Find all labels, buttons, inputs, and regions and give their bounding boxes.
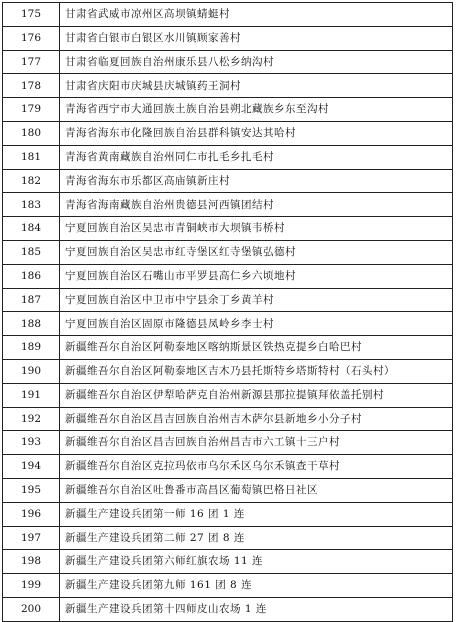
table-row	[3, 359, 453, 383]
village-name-cell: 新疆生产建设兵团第二师 27 团 8 连	[60, 526, 453, 550]
table-row	[3, 264, 453, 288]
row-number-cell: 183	[3, 193, 60, 217]
table-row	[3, 74, 453, 98]
village-name-cell: 宁夏回族自治区石嘴山市平罗县高仁乡六顷地村	[60, 264, 453, 288]
table-row	[3, 240, 453, 264]
village-name-cell: 甘肃省临夏回族自治州康乐县八松乡纳沟村	[60, 50, 453, 74]
village-name-cell: 新疆维吾尔自治区昌吉回族自治州吉木萨尔县新地乡小分子村	[60, 407, 453, 431]
row-number-cell: 181	[3, 145, 60, 169]
row-number-cell: 191	[3, 383, 60, 407]
village-name-cell: 新疆维吾尔自治区吐鲁番市高昌区葡萄镇巴格日社区	[60, 478, 453, 502]
village-name-cell: 青海省海东市乐都区高庙镇新庄村	[60, 169, 453, 193]
row-number-cell: 197	[3, 526, 60, 550]
row-number-cell: 175	[3, 3, 60, 27]
table-row	[3, 193, 453, 217]
table-row	[3, 312, 453, 336]
row-number-cell: 192	[3, 407, 60, 431]
row-number-cell: 179	[3, 98, 60, 122]
row-number-cell: 177	[3, 50, 60, 74]
row-number-cell: 185	[3, 240, 60, 264]
row-number-cell: 188	[3, 312, 60, 336]
row-number-cell: 184	[3, 217, 60, 241]
village-name-cell: 新疆生产建设兵团第一师 16 团 1 连	[60, 502, 453, 526]
table-row	[3, 121, 453, 145]
village-name-cell: 甘肃省白银市白银区水川镇顾家善村	[60, 26, 453, 50]
table-row	[3, 431, 453, 455]
village-name-cell: 新疆生产建设兵团第六师红旗农场 11 连	[60, 550, 453, 574]
row-number-cell: 180	[3, 121, 60, 145]
row-number-cell: 187	[3, 288, 60, 312]
village-name-cell: 青海省海南藏族自治州贵德县河西镇团结村	[60, 193, 453, 217]
row-number-cell: 196	[3, 502, 60, 526]
village-name-cell: 青海省黄南藏族自治州同仁市扎毛乡扎毛村	[60, 145, 453, 169]
row-number-cell: 200	[3, 597, 60, 621]
village-list-table	[2, 2, 453, 622]
table-row	[3, 526, 453, 550]
row-number-cell: 189	[3, 336, 60, 360]
village-name-cell: 宁夏回族自治区吴忠市青铜峡市大坝镇韦桥村	[60, 217, 453, 241]
table-row	[3, 288, 453, 312]
village-name-cell: 青海省海东市化隆回族自治县群科镇安达其哈村	[60, 121, 453, 145]
village-name-cell: 甘肃省武威市凉州区高坝镇蜻蜓村	[60, 3, 453, 27]
table-row	[3, 50, 453, 74]
village-name-cell: 新疆维吾尔自治区阿勒泰地区喀纳斯景区铁热克提乡白哈巴村	[60, 336, 453, 360]
village-name-cell: 宁夏回族自治区中卫市中宁县余丁乡黄羊村	[60, 288, 453, 312]
village-name-cell: 新疆生产建设兵团第九师 161 团 8 连	[60, 574, 453, 598]
village-name-cell: 新疆维吾尔自治区克拉玛依市乌尔禾区乌尔禾镇查干草村	[60, 455, 453, 479]
table-row	[3, 478, 453, 502]
village-name-cell: 青海省西宁市大通回族土族自治县朔北藏族乡东至沟村	[60, 98, 453, 122]
row-number-cell: 186	[3, 264, 60, 288]
table-row	[3, 217, 453, 241]
table-row	[3, 26, 453, 50]
row-number-cell: 199	[3, 574, 60, 598]
village-name-cell: 新疆生产建设兵团第十四师皮山农场 1 连	[60, 597, 453, 621]
village-name-cell: 新疆维吾尔自治区阿勒泰地区吉木乃县托斯特乡塔斯特村（石头村）	[60, 359, 453, 383]
village-name-cell: 宁夏回族自治区固原市隆德县凤岭乡李士村	[60, 312, 453, 336]
row-number-cell: 182	[3, 169, 60, 193]
row-number-cell: 190	[3, 359, 60, 383]
table-row	[3, 574, 453, 598]
table-row	[3, 597, 453, 621]
row-number-cell: 176	[3, 26, 60, 50]
table-row	[3, 383, 453, 407]
table-row	[3, 550, 453, 574]
row-number-cell: 193	[3, 431, 60, 455]
table-row	[3, 145, 453, 169]
table-row	[3, 3, 453, 27]
row-number-cell: 178	[3, 74, 60, 98]
row-number-cell: 198	[3, 550, 60, 574]
row-number-cell: 195	[3, 478, 60, 502]
row-number-cell: 194	[3, 455, 60, 479]
village-name-cell: 宁夏回族自治区吴忠市红寺堡区红寺堡镇弘德村	[60, 240, 453, 264]
table-row	[3, 407, 453, 431]
table-row	[3, 98, 453, 122]
table-row	[3, 502, 453, 526]
village-name-cell: 新疆维吾尔自治区昌吉回族自治州昌吉市六工镇十三户村	[60, 431, 453, 455]
table-row	[3, 336, 453, 360]
village-name-cell: 甘肃省庆阳市庆城县庆城镇药王洞村	[60, 74, 453, 98]
table-body	[3, 3, 453, 622]
village-name-cell: 新疆维吾尔自治区伊犁哈萨克自治州新源县那拉提镇拜依盖托别村	[60, 383, 453, 407]
table-row	[3, 455, 453, 479]
table-row	[3, 169, 453, 193]
